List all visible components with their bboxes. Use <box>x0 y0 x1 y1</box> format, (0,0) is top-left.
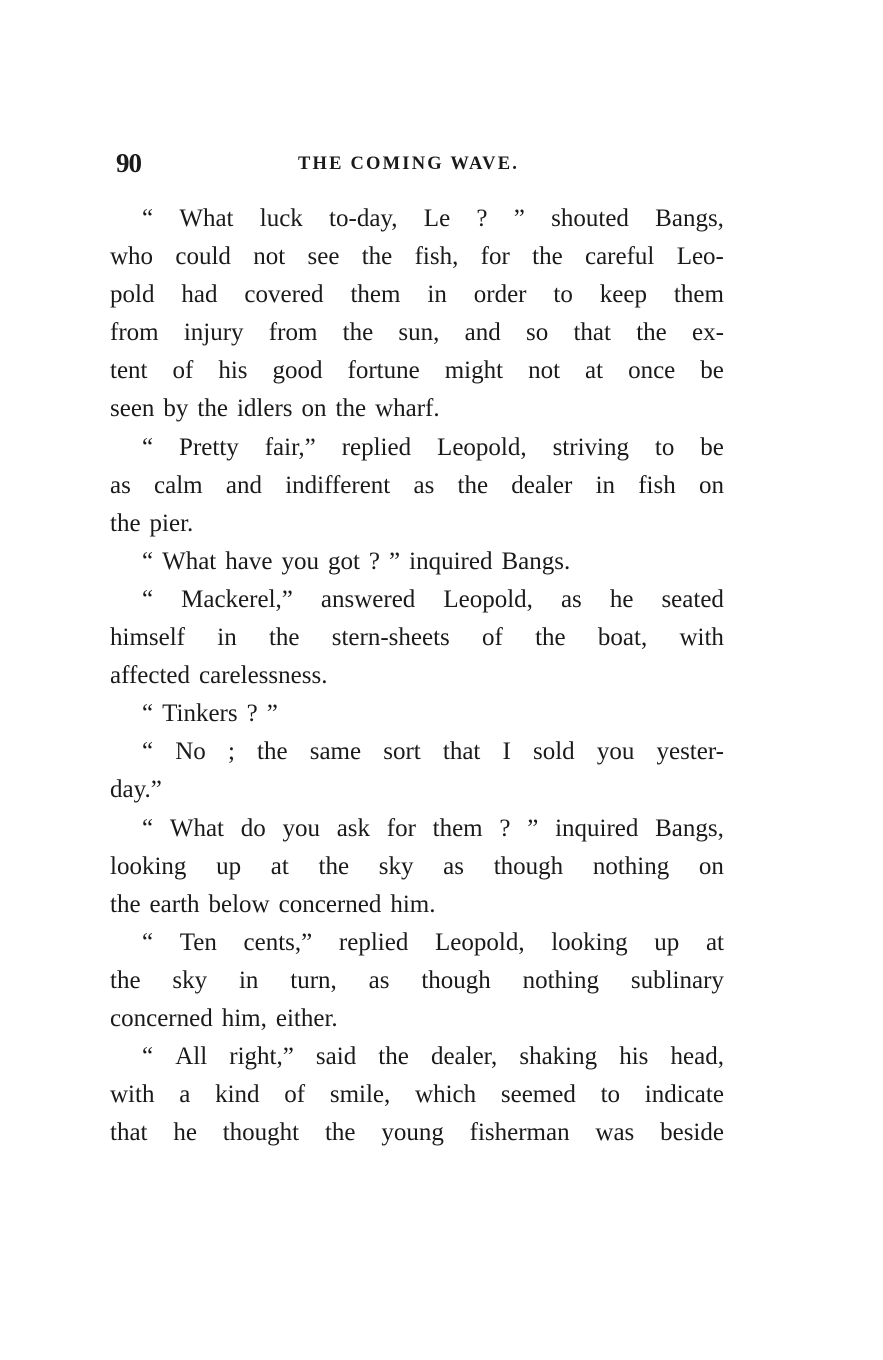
text-line: “ Pretty fair,” replied Leopold, striving to be <box>142 433 724 461</box>
running-head <box>112 148 724 188</box>
text-line: concerned him, either. <box>110 1004 338 1032</box>
text-line: day.” <box>110 776 162 804</box>
text-line: “ Tinkers ? ” <box>142 700 278 728</box>
text-line: looking up at the sky as though nothing on <box>110 852 724 880</box>
text-line: “ Ten cents,” replied Leopold, looking up at <box>142 928 724 956</box>
text-line: pold had covered them in order to keep them <box>110 281 724 309</box>
text-line: the pier. <box>110 509 194 537</box>
body-text <box>110 200 724 1152</box>
text-line: the sky in turn, as though nothing sublinary <box>110 966 724 994</box>
text-line: “ Mackerel,” answered Leopold, as he seated <box>142 585 724 613</box>
page-number: 90 <box>116 148 141 178</box>
text-line: affected carelessness. <box>110 662 328 690</box>
text-line: tent of his good fortune might not at once be <box>110 357 724 385</box>
text-line: “ No ; the same sort that I sold you yester- <box>142 738 724 766</box>
text-line: the earth below concerned him. <box>110 890 436 918</box>
text-line: “ What do you ask for them ? ” inquired Bangs, <box>142 814 724 842</box>
running-title: THE COMING WAVE. <box>298 154 520 174</box>
text-line: with a kind of smile, which seemed to indicate <box>110 1081 724 1109</box>
text-line: as calm and indifferent as the dealer in fish on <box>110 471 724 499</box>
text-line: himself in the stern-sheets of the boat, with <box>110 624 724 652</box>
text-line: seen by the idlers on the wharf. <box>110 395 440 423</box>
text-line: that he thought the young fisherman was beside <box>110 1119 724 1147</box>
text-line: “ What have you got ? ” inquired Bangs. <box>142 547 571 575</box>
text-line: “ What luck to-day, Le ? ” shouted Bangs, <box>142 205 724 232</box>
text-line: who could not see the fish, for the careful Leo- <box>110 243 724 271</box>
text-line: “ All right,” said the dealer, shaking his head, <box>142 1043 724 1071</box>
text-line: from injury from the sun, and so that the ex- <box>110 319 724 347</box>
